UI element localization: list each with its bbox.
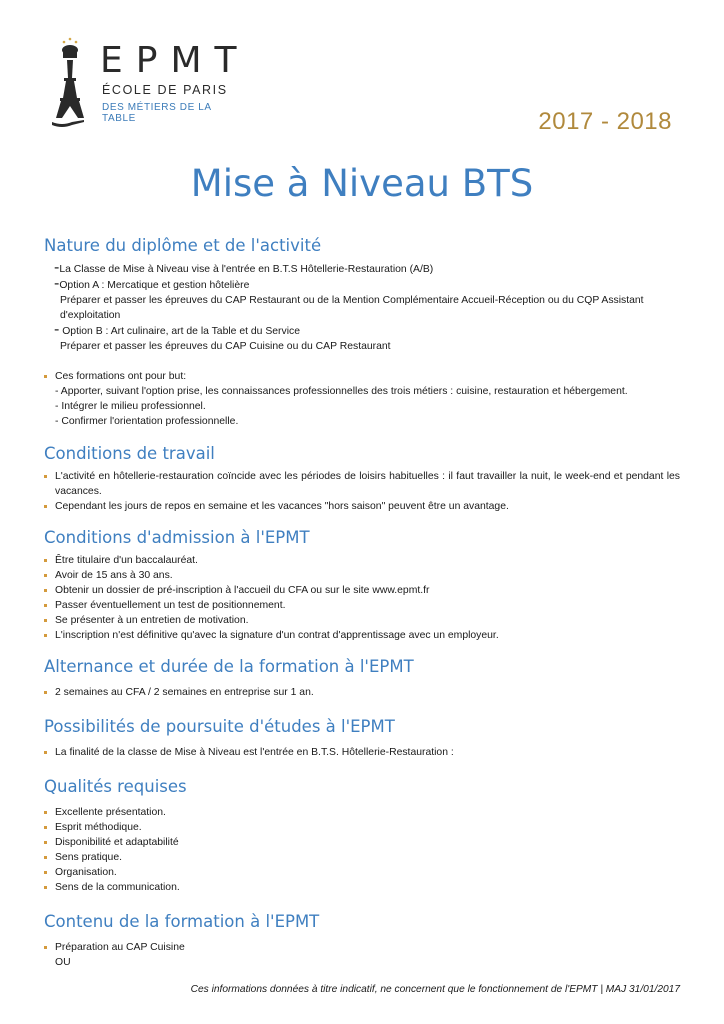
goals-list (44, 369, 680, 384)
bullet-icon (44, 871, 47, 874)
admission-item: Se présenter à un entretien de motivation. (55, 615, 249, 626)
admission-list (44, 553, 680, 643)
list-item (44, 628, 680, 643)
bullet-icon (44, 475, 47, 478)
bullet-icon (44, 559, 47, 562)
bullet-icon (44, 751, 47, 754)
admission-item: Obtenir un dossier de pré-inscription à l'accueil du CFA ou sur le site www.epmt.fr (55, 585, 430, 596)
list-item (44, 598, 680, 613)
section-heading-poursuite: Possibilités de poursuite d'études à l'EPMT (44, 717, 395, 736)
goal-item: - Intégrer le milieu professionnel. (55, 401, 206, 412)
dash-marker: - (54, 321, 60, 338)
bullet-icon (44, 619, 47, 622)
bullet-icon (44, 505, 47, 508)
nature-line-5: Option B : Art culinaire, art de la Table et du Service (59, 326, 300, 337)
travail-item: Cependant les jours de repos en semaine et les vacances "hors saison" peuvent être un avantage. (55, 501, 509, 512)
admission-item: Avoir de 15 ans à 30 ans. (55, 570, 173, 581)
list-item (44, 583, 680, 598)
section-heading-nature: Nature du diplôme et de l'activité (44, 236, 322, 255)
nature-line-6: Préparer et passer les épreuves du CAP Cuisine ou du CAP Restaurant (60, 341, 391, 352)
list-item (44, 469, 680, 499)
poursuite-item: La finalité de la classe de Mise à Niveau est l'entrée en B.T.S. Hôtellerie-Restauration : (55, 747, 454, 758)
list-item (44, 745, 680, 760)
list-item (44, 880, 680, 895)
nature-line-1: La Classe de Mise à Niveau vise à l'entrée en B.T.S Hôtellerie-Restauration (A/B) (59, 264, 434, 275)
list-item (44, 499, 680, 514)
goal-item: - Confirmer l'orientation professionnelle. (55, 416, 239, 427)
nature-block (44, 261, 680, 354)
epmt-logo (50, 30, 250, 130)
bullet-icon (44, 856, 47, 859)
qualites-list (44, 805, 680, 895)
list-item (44, 820, 680, 835)
alternance-list (44, 685, 680, 700)
document-body (44, 236, 680, 970)
list-item (44, 850, 680, 865)
list-item (44, 940, 680, 955)
section-heading-qualites: Qualités requises (44, 777, 187, 796)
bullet-icon (44, 691, 47, 694)
page-title: Mise à Niveau BTS (190, 162, 534, 205)
bullet-icon (44, 826, 47, 829)
bullet-icon (44, 946, 47, 949)
qualite-item: Excellente présentation. (55, 807, 166, 818)
qualite-item: Organisation. (55, 867, 117, 878)
admission-item: Être titulaire d'un baccalauréat. (55, 555, 198, 566)
bullet-icon (44, 886, 47, 889)
bullet-icon (44, 589, 47, 592)
nature-line-3: Préparer et passer les épreuves du CAP Restaurant ou de la Mention Complémentaire Accueil-Réception ou du CQP Assistant (60, 295, 644, 306)
admission-item: L'inscription n'est définitive qu'avec la signature d'un contrat d'apprentissage avec un employeur. (55, 630, 499, 641)
bullet-icon (44, 811, 47, 814)
list-item (44, 685, 680, 700)
dash-marker: - (54, 259, 60, 276)
footer-note: Ces informations données à titre indicatif, ne concernent que le fonctionnement de l'EPMT | MAJ 31/01/2017 (190, 984, 680, 995)
list-item (44, 865, 680, 880)
qualite-item: Esprit méthodique. (55, 822, 142, 833)
list-item (44, 568, 680, 583)
section-heading-alternance: Alternance et durée de la formation à l'EPMT (44, 657, 414, 676)
poursuite-list (44, 745, 680, 760)
contenu-or: OU (55, 957, 71, 968)
logo-name: EPMT (100, 40, 250, 81)
travail-item: L'activité en hôtellerie-restauration coïncide avec les périodes de loisirs habituelles : il faut travailler la nuit, le week-end et pendant les vacances. (55, 471, 680, 497)
list-item (44, 369, 680, 384)
section-heading-admission: Conditions d'admission à l'EPMT (44, 528, 310, 547)
admission-item: Passer éventuellement un test de positionnement. (55, 600, 286, 611)
eiffel-tower-chef-icon (50, 30, 90, 130)
dash-marker: - (54, 275, 60, 292)
list-item (44, 805, 680, 820)
logo-subtitle: ÉCOLE DE PARIS (102, 83, 228, 97)
goals-intro: Ces formations ont pour but: (55, 371, 187, 382)
bullet-icon (44, 634, 47, 637)
goal-item: - Apporter, suivant l'option prise, les connaissances professionnelles des trois métiers : cuisine, restauration et hébergement. (55, 386, 628, 397)
list-item (44, 613, 680, 628)
contenu-item: Préparation au CAP Cuisine (55, 942, 185, 953)
goals-block (44, 384, 680, 429)
logo-tagline: DES MÉTIERS DE LA TABLE (102, 102, 212, 124)
alternance-item: 2 semaines au CFA / 2 semaines en entreprise sur 1 an. (55, 687, 314, 698)
contenu-list (44, 940, 680, 955)
travail-list (44, 469, 680, 514)
nature-line-4: d'exploitation (60, 310, 121, 321)
list-item (44, 553, 680, 568)
section-heading-travail: Conditions de travail (44, 444, 215, 463)
section-heading-contenu: Contenu de la formation à l'EPMT (44, 912, 320, 931)
qualite-item: Sens de la communication. (55, 882, 180, 893)
school-year: 2017 - 2018 (538, 108, 672, 135)
list-item (44, 835, 680, 850)
nature-line-2: Option A : Mercatique et gestion hôtelière (59, 280, 250, 291)
qualite-item: Sens pratique. (55, 852, 123, 863)
qualite-item: Disponibilité et adaptabilité (55, 837, 179, 848)
bullet-icon (44, 375, 47, 378)
bullet-icon (44, 604, 47, 607)
bullet-icon (44, 574, 47, 577)
bullet-icon (44, 841, 47, 844)
